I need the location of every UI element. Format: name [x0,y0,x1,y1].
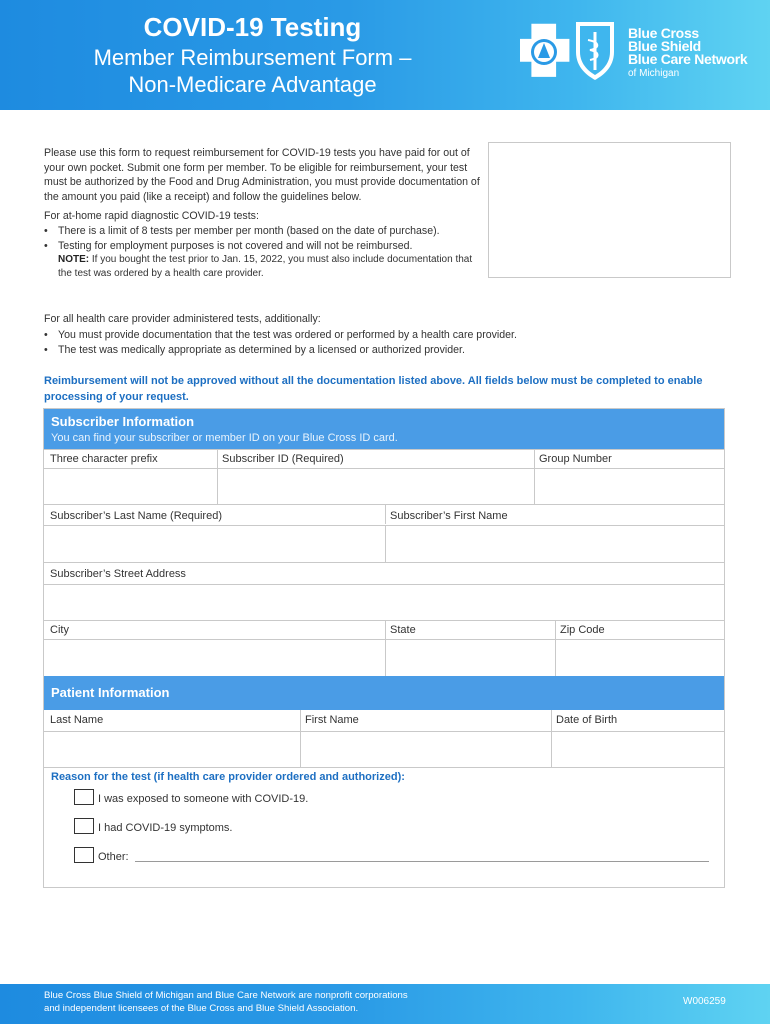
list-item: • You must provide documentation that the test was ordered or performed by a health care provider. [44,328,744,344]
home-tests-heading: For at-home rapid diagnostic COVID-19 tests: [44,210,259,223]
patient-section-title: Patient Information [51,685,170,700]
logo-text-line4: of Michigan [628,68,680,79]
city-field[interactable] [44,639,385,676]
subscriber-section-subtitle: You can find your subscriber or member ID on your Blue Cross ID card. [51,432,398,444]
zip-code-label: Zip Code [560,624,605,636]
form-code: W006259 [683,996,726,1007]
state-label: State [390,624,416,636]
date-of-birth-label: Date of Birth [556,714,618,726]
prefix-field[interactable] [44,468,217,504]
provider-tests-heading: For all health care provider administered tests, additionally: [44,313,321,325]
symptoms-checkbox[interactable] [74,818,94,834]
reimbursement-form [43,408,725,888]
street-address-label: Subscriber’s Street Address [50,568,186,580]
purchase-note [44,253,484,281]
subscriber-section-header [44,409,724,449]
logo-text-line3: Blue Care Network [628,51,748,67]
subscriber-first-name-field[interactable] [385,525,724,562]
group-number-label: Group Number [539,453,612,465]
exposed-checkbox[interactable] [74,789,94,805]
cross-shield-icon [518,18,618,82]
other-reason-field[interactable] [135,861,709,862]
list-item: • There is a limit of 8 tests per member per month (based on the date of purchase). [44,224,484,239]
patient-section-header [44,676,724,710]
footer-line1: Blue Cross Blue Shield of Michigan and Blue Care Network are nonprofit corporations [44,990,408,1001]
city-label: City [50,624,69,636]
list-item: • Testing for employment purposes is not covered and will not be reimbursed. [44,239,484,254]
form-title: COVID-19 Testing [143,12,362,42]
form-subtitle-line1: Member Reimbursement Form – [93,45,412,70]
note-label: NOTE: [58,254,90,266]
subscriber-id-label: Subscriber ID (Required) [222,453,344,465]
patient-first-name-label: First Name [305,714,359,726]
state-field[interactable] [385,639,555,676]
bcbs-logo [518,18,758,86]
home-tests-list [44,224,484,253]
date-of-birth-field[interactable] [551,731,724,767]
reason-title: Reason for the test (if health care provider ordered and authorized): [51,771,405,783]
list-item: • The test was medically appropriate as determined by a licensed or authorized provider. [44,343,744,359]
subscriber-id-field[interactable] [217,468,534,504]
header-banner [0,0,770,110]
patient-last-name-field[interactable] [44,731,300,767]
provider-tests-list [44,328,744,359]
intro-section [44,146,484,281]
subscriber-last-name-field[interactable] [44,525,385,562]
footer-line2: and independent licensees of the Blue Cross and Blue Shield Association. [44,1003,359,1014]
subscriber-last-name-label: Subscriber’s Last Name (Required) [50,510,222,522]
provider-tests-section [44,312,744,359]
note-text: If you bought the test prior to Jan. 15, 2022, you must also include documentation that the test was ordered by a health care provider. [58,254,473,280]
intro-paragraph: Please use this form to request reimbursement for COVID-19 tests you have paid for out of your own pocket. Submit one form per member. To be eligible for reimbursement, your test must be authorized by the Food and Drug Administration, you must provide documentation of the amount you paid (like a receipt) and follow the guidelines below. [44,147,480,203]
group-number-field[interactable] [534,468,724,504]
other-option-label: Other: [98,851,129,863]
documentation-warning: Reimbursement will not be approved without all the documentation listed above. All fields below must be completed to enable processing of your request. [44,375,703,403]
exposed-option-label: I was exposed to someone with COVID-19. [98,793,309,805]
office-use-box [488,142,731,278]
logo-text-line1: Blue Cross [628,25,699,41]
patient-last-name-label: Last Name [50,714,104,726]
footer-disclaimer [44,989,464,1015]
street-address-field[interactable] [44,584,724,620]
prefix-label: Three character prefix [50,453,158,465]
form-subtitle-line2: Non-Medicare Advantage [128,72,377,97]
patient-first-name-field[interactable] [300,731,551,767]
symptoms-option-label: I had COVID-19 symptoms. [98,822,233,834]
subscriber-first-name-label: Subscriber’s First Name [390,510,508,522]
zip-code-field[interactable] [555,639,724,676]
logo-text-line2: Blue Shield [628,38,701,54]
subscriber-section-title: Subscriber Information [51,414,195,429]
other-checkbox[interactable] [74,847,94,863]
footer-banner [0,984,770,1024]
